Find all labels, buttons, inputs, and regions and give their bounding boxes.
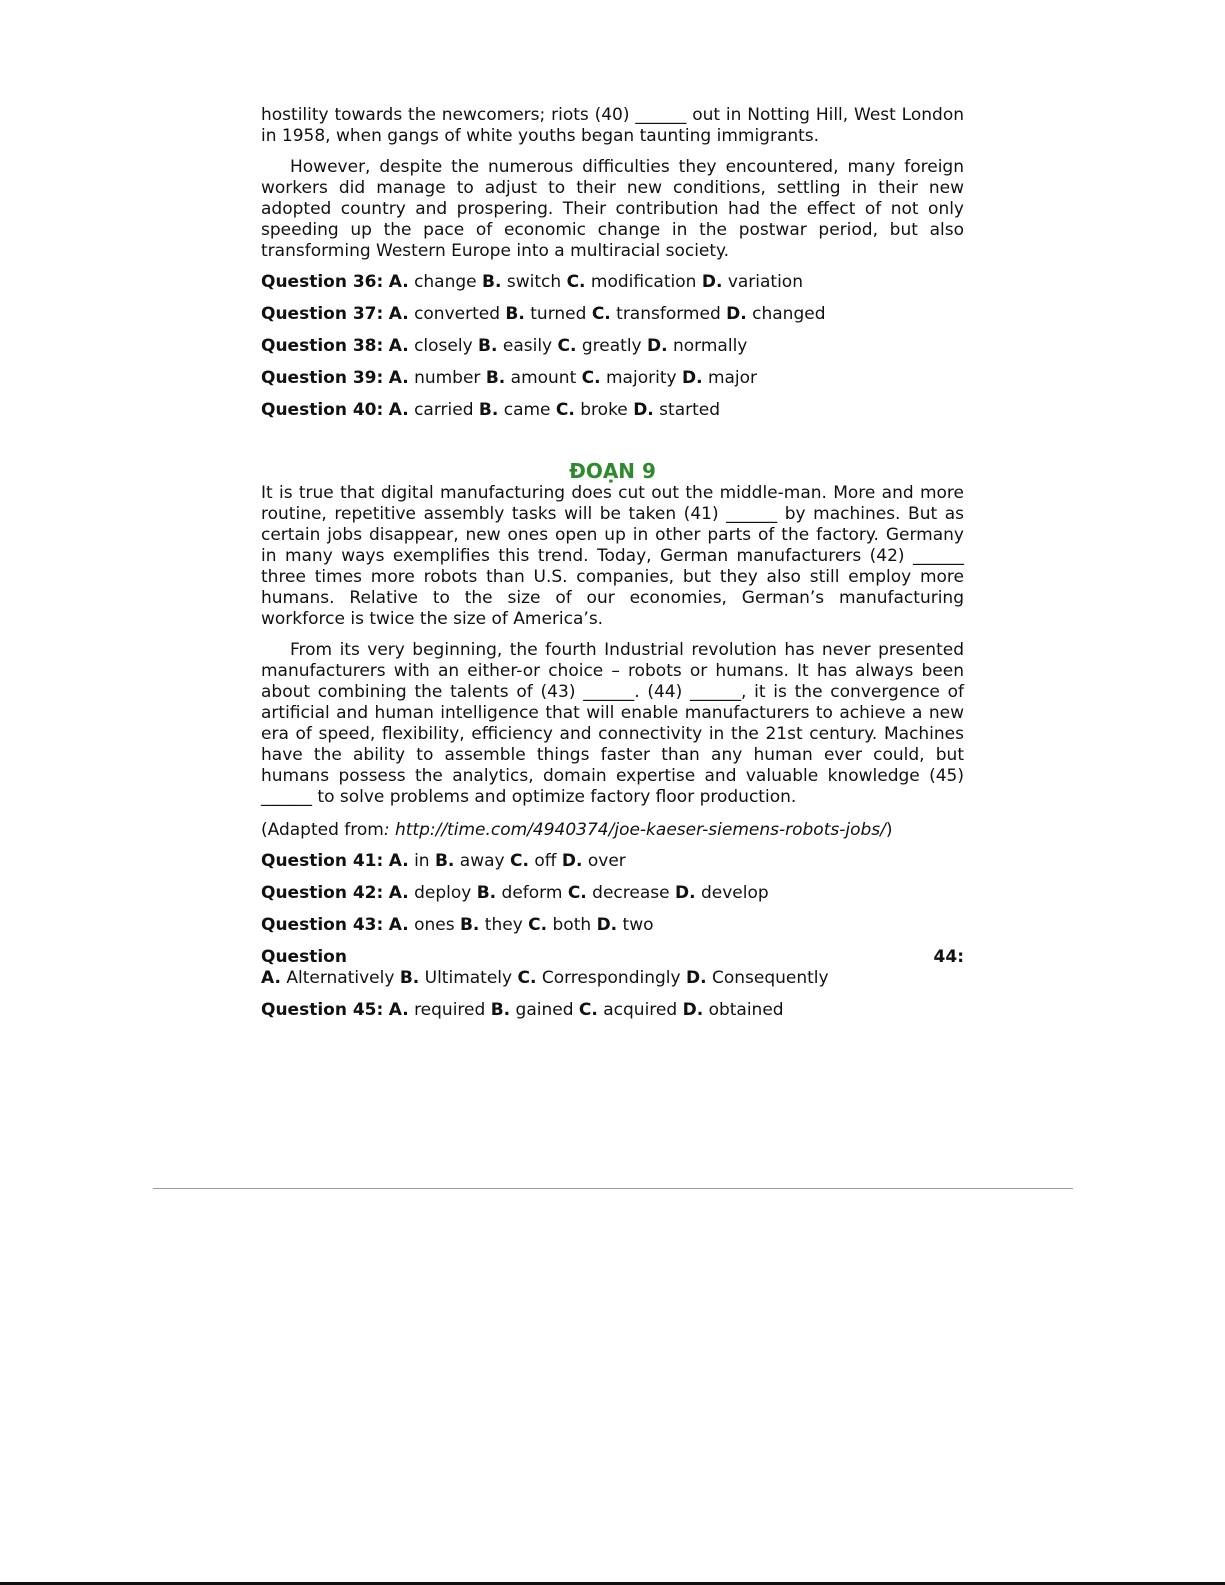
option-d: normally	[673, 336, 748, 356]
option-letter: C.	[555, 400, 575, 420]
option-letter: A.	[388, 915, 409, 935]
option-c: majority	[606, 368, 677, 388]
question-40	[261, 400, 964, 421]
question-label: Question 41:	[261, 851, 384, 871]
option-letter: A.	[388, 1000, 409, 1020]
option-c: modification	[590, 272, 697, 292]
option-a: closely	[414, 336, 473, 356]
option-d: major	[707, 368, 758, 388]
option-letter: A.	[388, 851, 409, 871]
option-letter: D.	[682, 1000, 704, 1020]
option-d: obtained	[708, 1000, 784, 1020]
question-label-number: 44:	[933, 947, 964, 967]
option-b: away	[459, 851, 505, 871]
option-letter: D.	[561, 851, 583, 871]
question-label: Question 37:	[261, 304, 384, 324]
question-45	[261, 1000, 964, 1021]
question-36	[261, 272, 964, 293]
option-d: Consequently	[711, 968, 829, 988]
option-a: change	[414, 272, 477, 292]
source-url: : http://time.com/4940374/joe-kaeser-siemens-robots-jobs/	[383, 820, 886, 840]
option-c: Correspondingly	[541, 968, 681, 988]
option-letter: D.	[685, 968, 707, 988]
option-letter: D.	[701, 272, 723, 292]
option-b: gained	[515, 1000, 574, 1020]
footer-divider	[153, 1188, 1073, 1189]
option-a: number	[414, 368, 481, 388]
option-a: required	[414, 1000, 486, 1020]
option-d: two	[622, 915, 654, 935]
question-37	[261, 304, 964, 325]
option-letter: B.	[434, 851, 455, 871]
option-d: develop	[700, 883, 769, 903]
question-38	[261, 336, 964, 357]
option-letter: A.	[388, 368, 409, 388]
option-d: changed	[752, 304, 826, 324]
question-41	[261, 851, 964, 872]
option-c: broke	[580, 400, 628, 420]
option-letter: B.	[476, 883, 497, 903]
question-39	[261, 368, 964, 389]
option-letter: C.	[567, 883, 587, 903]
question-label: Question 40:	[261, 400, 384, 420]
option-letter: B.	[478, 336, 498, 356]
question-label: Question 45:	[261, 1000, 384, 1020]
option-b: switch	[506, 272, 562, 292]
option-letter: B.	[399, 968, 420, 988]
option-letter: B.	[485, 368, 506, 388]
option-b: they	[484, 915, 523, 935]
question-label: Question 38:	[261, 336, 384, 356]
option-letter: A.	[388, 883, 409, 903]
option-b: easily	[502, 336, 553, 356]
option-c: greatly	[581, 336, 642, 356]
option-a: deploy	[414, 883, 472, 903]
option-c: both	[552, 915, 592, 935]
option-b: came	[503, 400, 551, 420]
option-letter: B.	[482, 272, 502, 292]
question-label: Question 36:	[261, 272, 384, 292]
question-label-word: Question	[261, 947, 347, 967]
option-letter: C.	[557, 336, 577, 356]
option-b: amount	[510, 368, 577, 388]
option-letter: A.	[388, 304, 409, 324]
source-citation	[261, 820, 964, 841]
option-letter: C.	[591, 304, 611, 324]
question-label: Question 42:	[261, 883, 384, 903]
source-prefix: (Adapted from	[261, 820, 384, 840]
question-44	[261, 947, 964, 989]
question-42	[261, 883, 964, 904]
option-a: converted	[414, 304, 501, 324]
option-letter: B.	[505, 304, 525, 324]
option-c: transformed	[616, 304, 721, 324]
passage8-paragraph-2: However, despite the numerous difficulties they encountered, many foreign workers did manage to adjust to their new conditions, settling in their new adopted country and prospering. Their contribution had the effect of not only speeding up the pace of economic change in the postwar period, but also transforming Western Europe into a multiracial society.	[261, 157, 964, 261]
option-letter: B.	[459, 915, 480, 935]
option-b: deform	[501, 883, 563, 903]
question-list-36-40	[261, 272, 964, 421]
option-letter: B.	[478, 400, 499, 420]
question-44-options	[261, 968, 964, 989]
option-c: decrease	[592, 883, 670, 903]
option-b: Ultimately	[424, 968, 513, 988]
option-d: started	[659, 400, 721, 420]
option-a: ones	[414, 915, 455, 935]
option-letter: D.	[596, 915, 618, 935]
option-a: Alternatively	[286, 968, 395, 988]
option-letter: D.	[674, 883, 696, 903]
option-letter: D.	[633, 400, 654, 420]
option-letter: C.	[517, 968, 537, 988]
option-a: carried	[414, 400, 474, 420]
question-label: Question 43:	[261, 915, 384, 935]
option-c: off	[534, 851, 557, 871]
option-b: turned	[530, 304, 587, 324]
question-label: Question 39:	[261, 368, 384, 388]
option-letter: D.	[681, 368, 703, 388]
option-letter: C.	[581, 368, 601, 388]
passage9-paragraph-2: From its very beginning, the fourth Industrial revolution has never presented manufacturers with an either-or choice – robots or humans. It has always been about combining the talents of (43) ______. (44) ______, it is the convergence of artificial and human intelligence that will enable manufacturers to achieve a new era of speed, flexibility, efficiency and connectivity in the 21st century. Machines have the ability to assemble things faster than any human ever could, but humans possess the analytics, domain expertise and valuable knowledge (45) ______ to solve problems and optimize factory floor production.	[261, 640, 964, 807]
question-43	[261, 915, 964, 936]
question-list-41-45	[261, 851, 964, 1021]
option-letter: D.	[647, 336, 668, 356]
option-d: over	[587, 851, 626, 871]
question-44-label	[261, 947, 964, 968]
passage9-paragraph-1: It is true that digital manufacturing does cut out the middle-man. More and more routine, repetitive assembly tasks will be taken (41) ______ by machines. But as certain jobs disappear, new ones open up in other parts of the factory. Germany in many ways exemplifies this trend. Today, German manufacturers (42) ______ three times more robots than U.S. companies, but they also still employ more humans. Relative to the size of our economies, German’s manufacturing workforce is twice the size of America’s.	[261, 483, 964, 629]
option-letter: C.	[566, 272, 586, 292]
option-letter: A.	[388, 272, 409, 292]
option-letter: C.	[510, 851, 529, 871]
document-page	[261, 105, 964, 1032]
section-title: ĐOẠN 9	[569, 459, 656, 483]
option-letter: A.	[388, 400, 409, 420]
option-letter: C.	[528, 915, 548, 935]
source-suffix: )	[885, 820, 893, 840]
option-letter: A.	[388, 336, 409, 356]
option-a: in	[414, 851, 430, 871]
option-d: variation	[727, 272, 803, 292]
option-c: acquired	[603, 1000, 678, 1020]
option-letter: A.	[261, 968, 281, 988]
option-letter: D.	[726, 304, 747, 324]
option-letter: C.	[578, 1000, 598, 1020]
option-letter: B.	[490, 1000, 511, 1020]
passage8-paragraph-1: hostility towards the newcomers; riots (40) ______ out in Notting Hill, West London in 1958, when gangs of white youths began taunting immigrants.	[261, 105, 964, 146]
